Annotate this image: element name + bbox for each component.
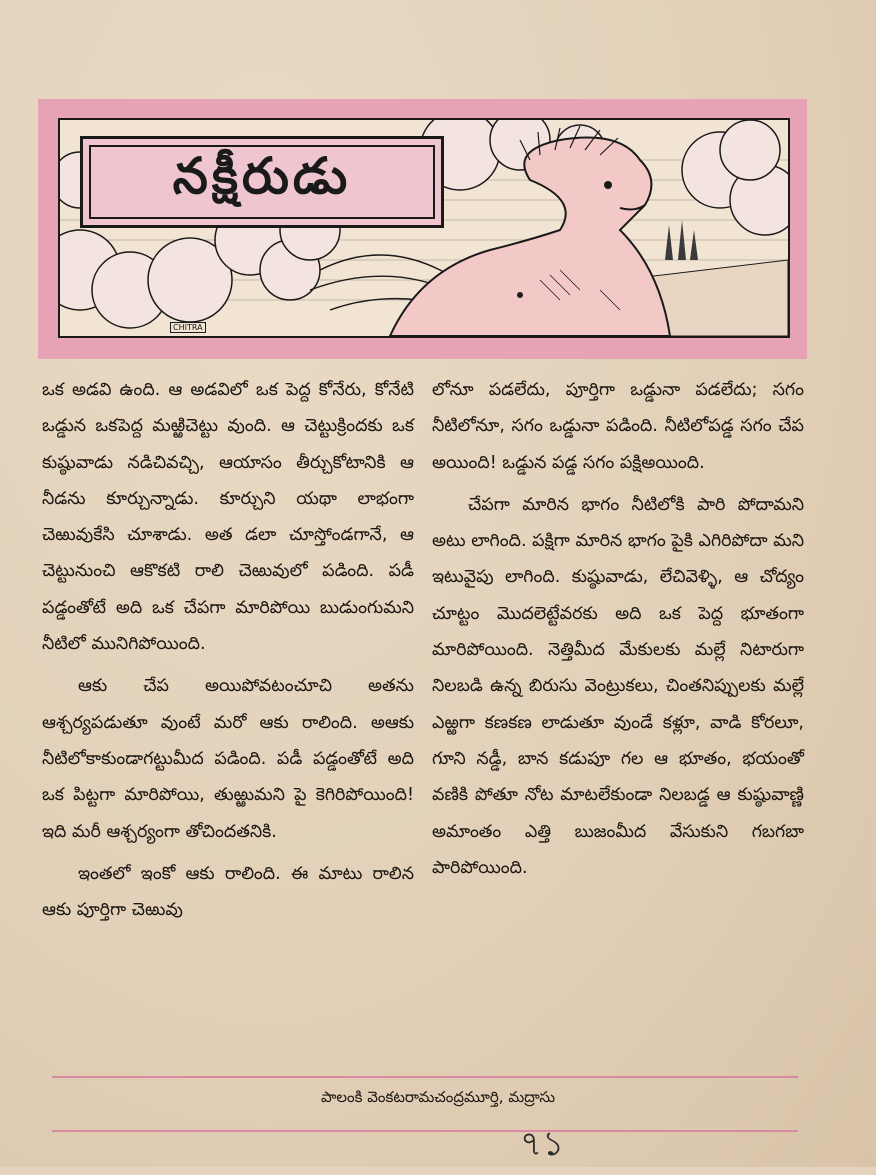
text-column-right <box>432 372 804 886</box>
paragraph: చేపగా మారిన భాగం నీటిలోకి పారి పోదామని అటు లాగింది. పక్షిగా మారిన భాగం పైకి ఎగిరిపోదా మని ఇటువైపు లాగింది. కుష్ఠువాడు, లేచివెళ్ళి, ఆ చోద్యం చూట్టం మొదలెట్టేవరకు అది ఒక పెద్ద భూతంగా మారిపోయింది. నెత్తిమీద మేకులకు మల్లే నిటారుగా నిలబడి ఉన్న బిరుసు వెంట్రుకలు, చింతనిప్పులకు మల్లే ఎఱ్ఱగా కణకణ లాడుతూ వుండే కళ్లూ, వాడి కోరలూ, గూని నడ్డీ, బాన కడుపూ గల ఆ భూతం, భయంతో వణికి పోతూ నోట మాటలేకుండా నిలబడ్డ ఆ కుష్ఠువాణ్ణి అమాంతం ఎత్తి బుజంమీద వేసుకుని గబగబా పారిపోయింది. <box>432 494 804 878</box>
page-number: ৭১ <box>520 1124 565 1164</box>
divider-rule <box>52 1076 798 1078</box>
artist-signature: CHITRA <box>170 322 206 333</box>
divider-rule <box>52 1130 798 1132</box>
text-column-left <box>42 372 414 928</box>
author-byline: పాలంకి వెంకటరామచంద్రమూర్తి, మద్రాసు <box>320 1088 556 1106</box>
paragraph: లోనూ పడలేదు, పూర్తిగా ఒడ్డునా పడలేదు; సగం నీటిలోనూ, సగం ఒడ్డునా పడింది. నీటిలోపడ్డ సగం చేప అయింది! ఒడ్డున పడ్డ సగం పక్షిఅయింది. <box>432 380 804 473</box>
paragraph: ఒక అడవి ఉంది. ఆ అడవిలో ఒక పెద్ద కోనేరు, కోనేటి ఒడ్డున ఒకపెద్ద మఱ్ఱిచెట్టు వుంది. ఆ చెట్టుక్రిందకు ఒక కుష్ఠువాడు నడిచివచ్చి, ఆయాసం తీర్చుకోటానికి ఆ నీడను కూర్చున్నాడు. కూర్చుని యథా లాభంగా చెఱువుకేసి చూశాడు. అత డలా చూస్తోండగానే, ఆ చెట్టునుంచి ఆకొకటి రాలి చెఱువులో పడింది. పడీ పడ్డంతోటే అది ఒక చేపగా మారిపోయి బుడుంగుమని నీటిలో మునిగిపోయింది. <box>42 380 414 655</box>
paragraph: ఇంతలో ఇంకో ఆకు రాలింది. ఈ మాటు రాలిన ఆకు పూర్తిగా చెఱువు <box>42 863 414 921</box>
story-title: నక్షీరుడు <box>80 136 444 228</box>
paragraph: ఆకు చేప అయిపోవటంచూచి అతను ఆశ్చర్యపడుతూ వుంటే మరో ఆకు రాలింది. అఆకు నీటిలోకాకుండాగట్టుమీద పడింది. పడీ పడ్డంతోటే అది ఒక పిట్టగా మారిపోయి, తుఱ్ఱుమని పై కెగిరిపోయింది! ఇది మరీ ఆశ్చర్యంగా తోచిందతనికి. <box>42 676 414 842</box>
